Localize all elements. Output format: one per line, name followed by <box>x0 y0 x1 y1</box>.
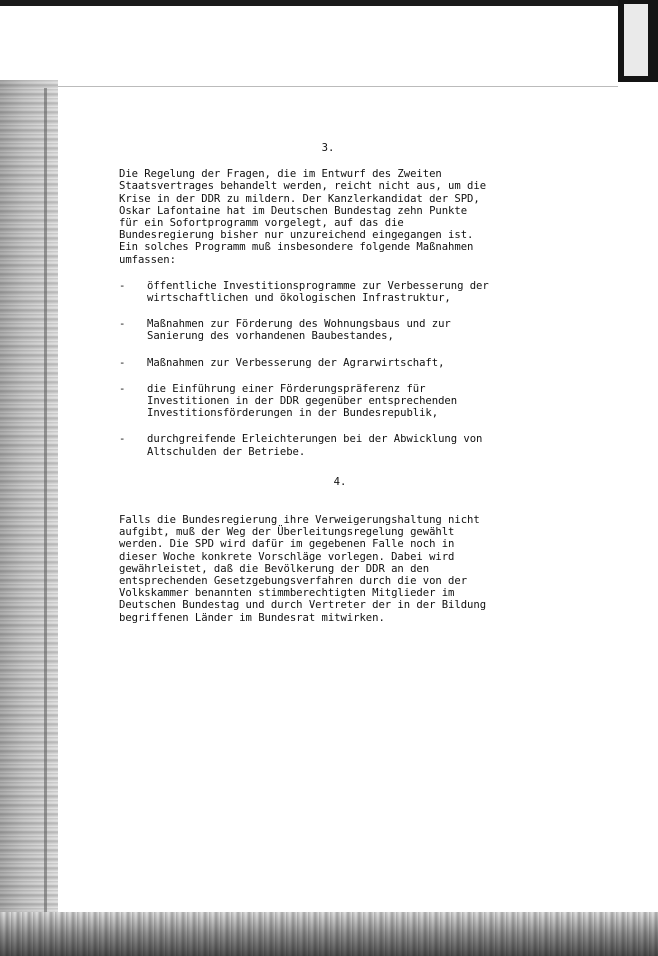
list-item <box>119 280 549 304</box>
section-4-heading: 4. <box>333 475 347 488</box>
section-4-paragraph: Falls die Bundesregierung ihre Verweigerungshaltung nicht aufgibt, muß der Weg der Überleitungsregelung gewählt werden. Die SPD wird dafür im gegebenen Falle noch in dieser Woche konkrete Vorschläge vorlegen. Dabei wird gewährleistet, daß die Bevölkerung der DDR an den entsprechenden Gesetzgebungsverfahren durch die von der Volkskammer benannten stimmberechtigten Mitglieder im Deutschen Bundestag und durch Vertreter der in der Bildung begriffenen Länder im Bundesrat mitwirken. <box>119 514 487 624</box>
list-dash: - <box>119 433 126 446</box>
list-item <box>119 357 549 369</box>
scan-bottom-edge <box>0 912 658 956</box>
scan-top-edge <box>0 0 658 6</box>
list-item-text: die Einführung einer Förderungspräferenz für Investitionen in der DDR gegenüber entsprechenden Investitionsförderungen in der Bundesrepublik, <box>147 382 458 420</box>
scan-left-edge <box>0 80 58 956</box>
list-item-text: öffentliche Investitionsprogramme zur Verbesserung der wirtschaftlichen und ökologischen Infrastruktur, <box>147 279 489 305</box>
list-dash: - <box>119 356 126 369</box>
scan-top-rule <box>58 86 618 87</box>
section-3-paragraph: Die Regelung der Fragen, die im Entwurf des Zweiten Staatsvertrages behandelt werden, reicht nicht aus, um die Krise in der DDR zu mildern. Der Kanzlerkandidat der SPD, Oskar Lafontaine hat im Deutschen Bundestag zehn Punkte für ein Sofortprogramm vorgelegt, auf das die Bundesregierung bisher nur unzureichend eingegangen ist. Ein solches Programm muß insbesondere folgende Maßnahmen umfassen: <box>119 168 487 266</box>
list-item <box>119 433 549 457</box>
list-item <box>119 383 549 420</box>
list-dash: - <box>119 318 126 331</box>
section-3-heading: 3. <box>321 142 335 154</box>
list-dash: - <box>119 279 126 292</box>
list-item <box>119 318 549 342</box>
measures-list <box>119 280 549 458</box>
list-item-text: Maßnahmen zur Verbesserung der Agrarwirtschaft, <box>147 356 445 369</box>
scan-fold-line <box>44 88 47 918</box>
list-item-text: durchgreifende Erleichterungen bei der Abwicklung von Altschulden der Betriebe. <box>147 433 483 458</box>
list-item-text: Maßnahmen zur Förderung des Wohnungsbaus und zur Sanierung des vorhandenen Baubestandes, <box>147 318 451 343</box>
scan-corner-shadow <box>618 0 658 82</box>
list-dash: - <box>119 382 126 395</box>
document-page <box>119 142 549 624</box>
